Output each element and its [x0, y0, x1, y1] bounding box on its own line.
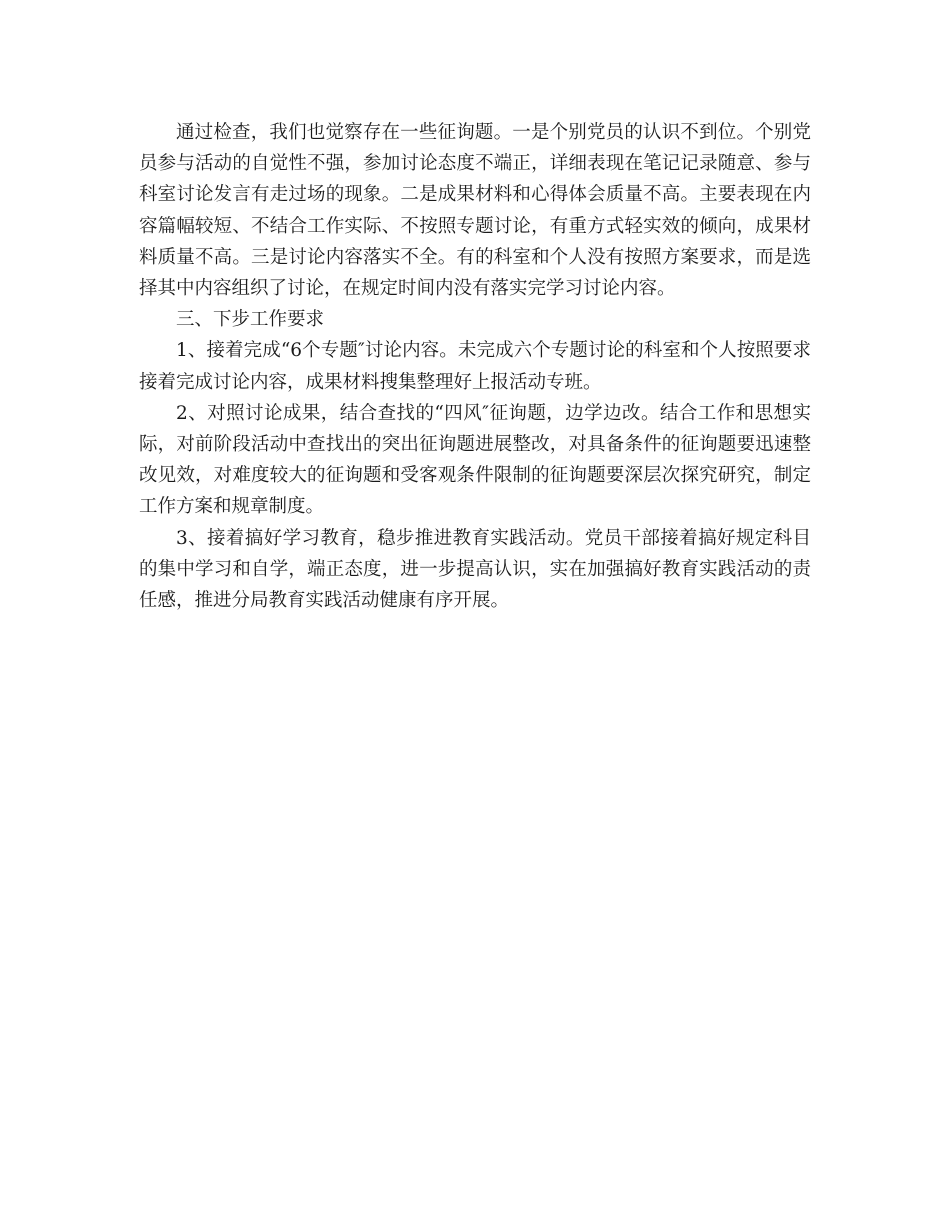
- paragraph-item-1: 1、接着完成“6个专题″讨论内容。未完成六个专题讨论的科室和个人按照要求接着完成讨论内容，成果材料搜集整理好上报活动专班。: [139, 340, 811, 393]
- paragraph-item-3: 3、接着搞好学习教育，稳步推进教育实践活动。党员干部接着搞好规定科目的集中学习和自学，端正态度，进一步提高认识，实在加强搞好教育实践活动的责任感，推进分局教育实践活动健康有序开展。: [139, 527, 811, 612]
- section-heading-next-steps: 三、下步工作要求: [176, 309, 325, 331]
- paragraph-problems: 通过检查，我们也觉察存在一些征询题。一是个别党员的认识不到位。个别党员参与活动的自觉性不强，参加讨论态度不端正，详细表现在笔记记录随意、参与科室讨论发言有走过场的现象。二是成果材料和心得体会质量不高。主要表现在内容篇幅较短、不结合工作实际、不按照专题讨论，有重方式轻实效的倾向，成果材料质量不高。三是讨论内容落实不全。有的科室和个人没有按照方案要求，而是选择其中内容组织了讨论，在规定时间内没有落实完学习讨论内容。: [139, 122, 811, 300]
- document-body: [139, 117, 811, 616]
- paragraph-item-2: 2、对照讨论成果，结合查找的“四风″征询题，边学边改。结合工作和思想实际，对前阶段活动中查找出的突出征询题进展整改，对具备条件的征询题要迅速整改见效，对难度较大的征询题和受客观条件限制的征询题要深层次探究研究，制定工作方案和规章制度。: [139, 402, 811, 518]
